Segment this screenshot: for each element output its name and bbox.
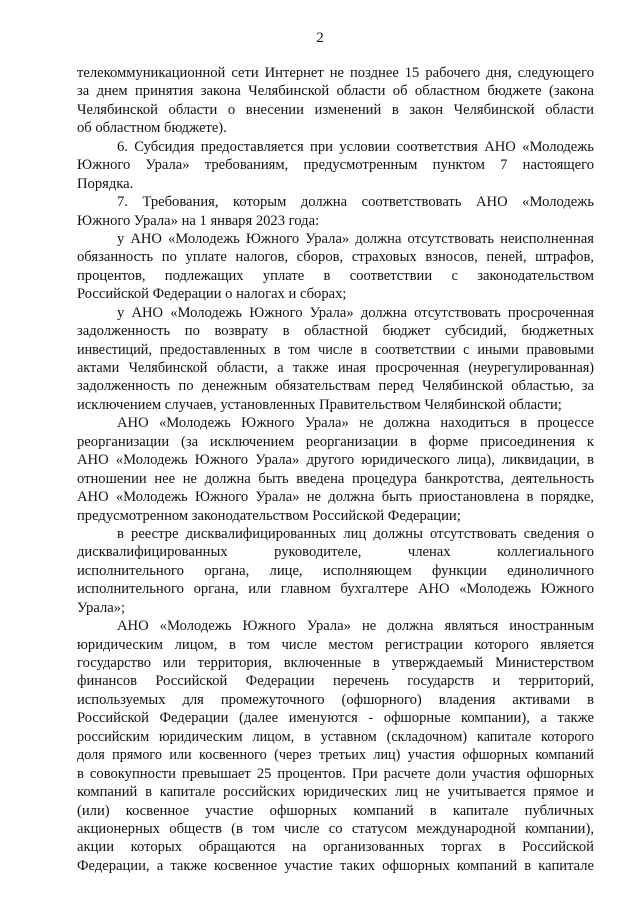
text-line: Порядка. (77, 175, 134, 192)
text-line: Федерации, а также косвенное участие таких офшорных компаний в капитале (77, 857, 594, 874)
text-line: АНО «Молодежь Южного Урала» не должна быть приостановлена в порядке, (77, 489, 594, 506)
text-line: за днем принятия закона Челябинской области об областном бюджете (закона (77, 83, 594, 100)
text-line: в совокупности превышает 25 процентов. При расчете доли участия офшорных (77, 765, 594, 782)
text-line: исполнительного органа, или главном бухгалтере АНО «Молодежь Южного (77, 581, 594, 598)
text-line: в реестре дисквалифицированных лиц должны отсутствовать сведения о (117, 525, 594, 542)
text-line: об областном бюджете). (77, 120, 227, 137)
text-line: российским юридическим лицом, в уставном (складочном) капитале которого (77, 728, 594, 745)
text-line: исключением случаев, установленных Правительством Челябинской области; (77, 396, 562, 413)
text-line: у АНО «Молодежь Южного Урала» должна отсутствовать неисполненная (117, 230, 594, 247)
text-line: у АНО «Молодежь Южного Урала» должна отсутствовать просроченная (117, 304, 594, 321)
text-line: используемых для промежуточного (офшорного) владения активами в (77, 691, 594, 708)
text-line: Российской Федерации о налогах и сборах; (77, 286, 347, 303)
text-line: (или) косвенное участие офшорных компаний в капитале публичных (77, 802, 594, 819)
text-line: Урала»; (77, 599, 126, 616)
text-line: Южного Урала» на 1 января 2023 года: (77, 212, 320, 229)
text-line: акционерных обществ (в том числе со статусом международной компании), (77, 820, 594, 837)
text-line: процентов, подлежащих уплате в соответствии с законодательством (77, 267, 594, 284)
text-line: телекоммуникационной сети Интернет не позднее 15 рабочего дня, следующего (77, 65, 594, 81)
text-line: Российской Федерации (далее именуются - офшорные компании), а также (77, 710, 594, 727)
text-line: обязанность по уплате налогов, сборов, страховых взносов, пеней, штрафов, (77, 249, 594, 266)
text-line: отношении нее не должна быть введена процедура банкротства, деятельность (77, 470, 594, 487)
text-line: акции которых обращаются на организованных торгах в Российской (77, 839, 594, 856)
text-line: предусмотренном законодательством Российской Федерации; (77, 507, 461, 524)
text-line: государство или территория, включенные в утверждаемый Министерством (77, 655, 594, 671)
text-line: финансов Российской Федерации перечень государств и территорий, (77, 673, 594, 690)
text-line: доля прямого или косвенного (через третьих лиц) участия офшорных компаний (77, 747, 594, 764)
text-line: актами Челябинской области, а также иная просроченная (неурегулированная) (77, 360, 594, 376)
text-line: исполнительного органа, лице, исполняющем функции единоличного (77, 562, 594, 579)
text-line: дисквалифицированных руководителе, членах коллегиального (77, 544, 594, 561)
text-line: Челябинской области о внесении изменений в закон Челябинской области (77, 101, 594, 118)
text-line: инвестиций, предоставленных в том числе в соответствии с иными правовыми (77, 341, 594, 358)
text-line: АНО «Молодежь Южного Урала» не должна являться иностранным (117, 618, 594, 635)
document-body (77, 64, 594, 875)
text-line: задолженность по денежным обязательствам перед Челябинской областью, за (77, 378, 594, 395)
text-line: реорганизации (за исключением реорганизации в форме присоединения к (77, 433, 594, 450)
text-line: 7. Требования, которым должна соответствовать АНО «Молодежь (117, 194, 594, 211)
text-line: Южного Урала» требованиям, предусмотренным пунктом 7 настоящего (77, 157, 594, 174)
text-line: юридическим лицом, в том числе местом регистрации которого является (77, 636, 594, 653)
text-line: 6. Субсидия предоставляется при условии соответствия АНО «Молодежь (117, 138, 594, 155)
text-line: АНО «Молодежь Южного Урала» не должна находиться в процессе (117, 415, 594, 432)
page-number: 2 (316, 30, 324, 46)
text-line: компаний в капитале российских юридических лиц не учитывается прямое и (77, 784, 594, 801)
text-line: задолженность по возврату в областной бюджет субсидий, бюджетных (77, 323, 594, 340)
text-line: АНО «Молодежь Южного Урала» другого юридического лица), ликвидации, в (77, 452, 594, 469)
